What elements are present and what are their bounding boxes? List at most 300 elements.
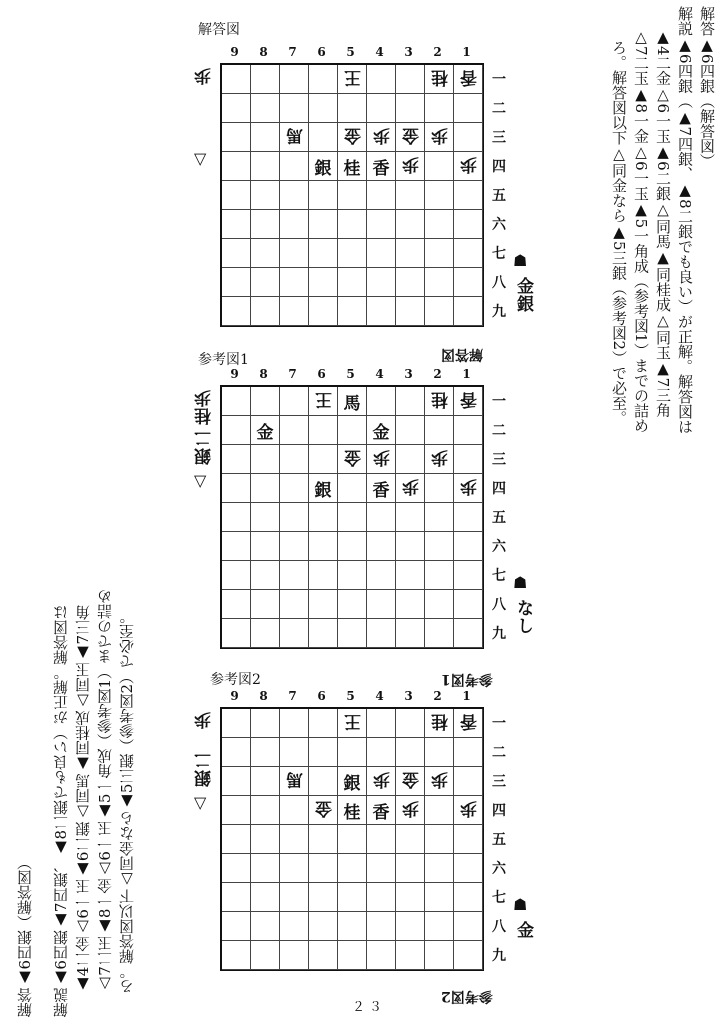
board-square bbox=[251, 767, 280, 796]
piece-label: 金 bbox=[314, 797, 332, 818]
board-square bbox=[396, 619, 425, 648]
board-square bbox=[367, 854, 396, 883]
board-square bbox=[396, 181, 425, 210]
board-square bbox=[222, 181, 251, 210]
board-square bbox=[425, 94, 454, 123]
file-label: 2 bbox=[433, 689, 442, 703]
board-square bbox=[454, 297, 483, 326]
gote-piece bbox=[425, 65, 454, 94]
file-label: 2 bbox=[433, 45, 442, 59]
board-square bbox=[309, 738, 338, 767]
gote-piece bbox=[367, 445, 396, 474]
board-square bbox=[425, 941, 454, 970]
piece-label: 歩 bbox=[459, 153, 477, 174]
board-square bbox=[454, 532, 483, 561]
board-square bbox=[367, 883, 396, 912]
board-square bbox=[367, 210, 396, 239]
gote-turn-icon: ▽ bbox=[194, 793, 207, 812]
board-square bbox=[396, 854, 425, 883]
rank-label: 一 bbox=[492, 72, 506, 88]
rank-label: 六 bbox=[492, 217, 506, 233]
board-square bbox=[338, 532, 367, 561]
gote-piece bbox=[396, 796, 425, 825]
board-square bbox=[454, 912, 483, 941]
board-square bbox=[396, 532, 425, 561]
board-square bbox=[396, 912, 425, 941]
board-square bbox=[396, 297, 425, 326]
board-square bbox=[338, 912, 367, 941]
piece-label: 歩 bbox=[372, 124, 390, 145]
piece-label: 香 bbox=[459, 66, 477, 87]
shogi-board bbox=[220, 385, 484, 649]
sente-piece bbox=[309, 474, 338, 503]
board-square bbox=[367, 65, 396, 94]
rank-label: 一 bbox=[492, 394, 506, 410]
board-square bbox=[222, 561, 251, 590]
board-square bbox=[396, 738, 425, 767]
board-square bbox=[367, 268, 396, 297]
board-square bbox=[251, 561, 280, 590]
gote-piece bbox=[425, 387, 454, 416]
board-square bbox=[280, 210, 309, 239]
rank-label: 六 bbox=[492, 539, 506, 555]
left-text-line-3: ▲4二金△6一玉▲6二銀△同馬▲同桂成△同玉▲7三角 bbox=[74, 604, 92, 994]
board-square bbox=[280, 152, 309, 181]
left-text-line-1: 解答▲6四銀（解答図） bbox=[16, 855, 34, 1018]
left-text-line-5: ろ。解答図以下△同金なら▲5三銀（参考図2）で必至。 bbox=[118, 608, 136, 994]
board-square bbox=[338, 854, 367, 883]
gote-piece bbox=[338, 123, 367, 152]
left-text-line-4: △7二玉▲8一金△6一玉▲5一角成（参考図1）までの詰め bbox=[96, 589, 114, 994]
file-label: 6 bbox=[317, 689, 326, 703]
piece-label: 歩 bbox=[430, 446, 448, 467]
board-square bbox=[251, 474, 280, 503]
board-square bbox=[280, 883, 309, 912]
board-square bbox=[425, 854, 454, 883]
board-square bbox=[222, 738, 251, 767]
board-square bbox=[222, 210, 251, 239]
board-square bbox=[425, 152, 454, 181]
board-square bbox=[280, 445, 309, 474]
board-square bbox=[280, 416, 309, 445]
rank-label: 七 bbox=[492, 568, 506, 584]
board-square bbox=[280, 268, 309, 297]
piece-label: 香 bbox=[372, 480, 390, 501]
board-square bbox=[367, 709, 396, 738]
rank-label: 七 bbox=[492, 246, 506, 262]
board-square bbox=[251, 152, 280, 181]
file-label: 6 bbox=[317, 45, 326, 59]
board-square bbox=[222, 445, 251, 474]
board-square bbox=[251, 854, 280, 883]
piece-label: 歩 bbox=[401, 797, 419, 818]
sente-piece bbox=[338, 152, 367, 181]
board-square bbox=[280, 738, 309, 767]
board-square bbox=[309, 619, 338, 648]
piece-label: 歩 bbox=[372, 768, 390, 789]
piece-label: 金 bbox=[343, 446, 361, 467]
board-square bbox=[454, 854, 483, 883]
piece-label: 歩 bbox=[401, 475, 419, 496]
file-label: 3 bbox=[404, 45, 413, 59]
diagram-caption: 参考図2 bbox=[441, 988, 493, 1004]
board-square bbox=[454, 767, 483, 796]
board-square bbox=[280, 825, 309, 854]
board-square bbox=[396, 94, 425, 123]
board-square bbox=[425, 590, 454, 619]
left-text-line-2: 解説▲6四銀▲7四銀、▲8二銀でも良い）が正解。解答図は bbox=[52, 605, 70, 1018]
board-square bbox=[396, 709, 425, 738]
sente-piece bbox=[251, 416, 280, 445]
board-square bbox=[425, 825, 454, 854]
gote-piece bbox=[338, 65, 367, 94]
board-square bbox=[309, 416, 338, 445]
gote-piece bbox=[396, 767, 425, 796]
board-square bbox=[396, 941, 425, 970]
rank-label: 四 bbox=[492, 159, 506, 175]
board-square bbox=[222, 854, 251, 883]
board-square bbox=[222, 65, 251, 94]
board-square bbox=[338, 181, 367, 210]
board-square bbox=[425, 503, 454, 532]
board-square bbox=[396, 387, 425, 416]
gote-piece bbox=[280, 767, 309, 796]
board-square bbox=[396, 416, 425, 445]
board-square bbox=[251, 503, 280, 532]
board-square bbox=[280, 796, 309, 825]
gote-piece bbox=[425, 709, 454, 738]
rank-label: 九 bbox=[492, 626, 506, 642]
board-square bbox=[222, 883, 251, 912]
board-square bbox=[251, 941, 280, 970]
board-square bbox=[222, 825, 251, 854]
gote-piece bbox=[309, 796, 338, 825]
board-square bbox=[280, 619, 309, 648]
board-square bbox=[309, 297, 338, 326]
board-square bbox=[309, 210, 338, 239]
board-square bbox=[280, 387, 309, 416]
file-label: 4 bbox=[375, 689, 384, 703]
piece-label: 桂 bbox=[430, 388, 448, 409]
board-square bbox=[251, 239, 280, 268]
board-square bbox=[222, 387, 251, 416]
board-square bbox=[425, 532, 454, 561]
board-square bbox=[280, 65, 309, 94]
board-square bbox=[222, 239, 251, 268]
board-square bbox=[338, 297, 367, 326]
board-square bbox=[396, 883, 425, 912]
gote-piece bbox=[338, 445, 367, 474]
board-square bbox=[425, 268, 454, 297]
board-square bbox=[338, 94, 367, 123]
board-square bbox=[251, 883, 280, 912]
board-square bbox=[309, 94, 338, 123]
piece-label: 歩 bbox=[459, 797, 477, 818]
board-square bbox=[338, 503, 367, 532]
board-square bbox=[222, 474, 251, 503]
board-square bbox=[338, 239, 367, 268]
gote-piece bbox=[454, 152, 483, 181]
board-square bbox=[454, 123, 483, 152]
board-square bbox=[367, 590, 396, 619]
sente-hand: なし bbox=[513, 599, 533, 635]
board-square bbox=[425, 239, 454, 268]
board-square bbox=[251, 268, 280, 297]
piece-label: 金 bbox=[343, 124, 361, 145]
board-square bbox=[222, 532, 251, 561]
board-square bbox=[454, 210, 483, 239]
piece-label: 王 bbox=[343, 710, 361, 731]
board-square bbox=[251, 65, 280, 94]
piece-label: 歩 bbox=[459, 475, 477, 496]
sente-hand: 金 bbox=[513, 921, 533, 939]
gote-piece bbox=[309, 387, 338, 416]
board-square bbox=[280, 474, 309, 503]
board-square bbox=[454, 416, 483, 445]
gote-piece bbox=[396, 474, 425, 503]
rank-label: 五 bbox=[492, 832, 506, 848]
gote-hand: 歩 bbox=[195, 67, 215, 85]
board-square bbox=[454, 590, 483, 619]
file-label: 7 bbox=[288, 367, 297, 381]
board-square bbox=[222, 619, 251, 648]
right-text-line-3: ▲4二金△6一玉▲6二銀△同馬▲同桂成△同玉▲7三角 bbox=[654, 28, 672, 418]
rank-label: 九 bbox=[492, 948, 506, 964]
piece-label: 王 bbox=[314, 388, 332, 409]
board-square bbox=[367, 619, 396, 648]
gote-piece bbox=[425, 767, 454, 796]
sente-piece bbox=[367, 416, 396, 445]
file-label: 3 bbox=[404, 689, 413, 703]
piece-label: 馬 bbox=[285, 124, 303, 145]
board-square bbox=[309, 561, 338, 590]
file-label: 3 bbox=[404, 367, 413, 381]
diagram-caption: 参考図1 bbox=[441, 671, 493, 687]
board-square bbox=[222, 709, 251, 738]
board-square bbox=[454, 941, 483, 970]
board-square bbox=[454, 94, 483, 123]
board-square bbox=[309, 123, 338, 152]
board-square bbox=[338, 738, 367, 767]
board-square bbox=[309, 767, 338, 796]
board-square bbox=[309, 65, 338, 94]
board-square bbox=[280, 503, 309, 532]
rank-label: 二 bbox=[492, 745, 506, 761]
piece-label: 馬 bbox=[343, 393, 361, 414]
rank-label: 六 bbox=[492, 861, 506, 877]
board-square bbox=[338, 619, 367, 648]
board-square bbox=[251, 181, 280, 210]
piece-label: 銀 bbox=[343, 773, 361, 794]
piece-label: 銀 bbox=[314, 158, 332, 179]
board-square bbox=[280, 181, 309, 210]
board-square bbox=[251, 738, 280, 767]
piece-label: 香 bbox=[459, 710, 477, 731]
gote-hand-extra: 銀二 bbox=[195, 429, 215, 465]
rank-label: 三 bbox=[492, 774, 506, 790]
board-square bbox=[280, 561, 309, 590]
gote-piece bbox=[454, 474, 483, 503]
board-square bbox=[222, 912, 251, 941]
board-square bbox=[309, 239, 338, 268]
board-square bbox=[309, 912, 338, 941]
gote-piece bbox=[367, 767, 396, 796]
sente-piece bbox=[338, 796, 367, 825]
board-square bbox=[367, 94, 396, 123]
right-text-line-2: 解説▲6四銀（▲7四銀、▲8二銀でも良い）が正解。解答図は bbox=[676, 6, 694, 434]
board-square bbox=[425, 416, 454, 445]
rank-label: 五 bbox=[492, 188, 506, 204]
board-square bbox=[425, 181, 454, 210]
board-square bbox=[454, 825, 483, 854]
right-text-line-1: 解答▲6四銀（解答図） bbox=[698, 6, 716, 169]
board-square bbox=[338, 825, 367, 854]
file-label: 5 bbox=[346, 689, 355, 703]
board-square bbox=[425, 883, 454, 912]
board-square bbox=[367, 503, 396, 532]
board-square bbox=[367, 239, 396, 268]
board-square bbox=[425, 210, 454, 239]
file-label: 9 bbox=[230, 45, 239, 59]
board-square bbox=[367, 387, 396, 416]
board-square bbox=[251, 387, 280, 416]
gote-piece bbox=[396, 123, 425, 152]
rank-label: 四 bbox=[492, 481, 506, 497]
board-square bbox=[222, 503, 251, 532]
board-square bbox=[338, 268, 367, 297]
board-square bbox=[251, 210, 280, 239]
board-square bbox=[222, 94, 251, 123]
right-text-line-4: △7二玉▲8一金△6一玉▲5一角成（参考図1）までの詰め bbox=[632, 28, 650, 433]
board-square bbox=[309, 709, 338, 738]
board-square bbox=[280, 854, 309, 883]
sente-piece bbox=[367, 152, 396, 181]
piece-label: 金 bbox=[401, 768, 419, 789]
board-square bbox=[280, 532, 309, 561]
board-square bbox=[222, 297, 251, 326]
rank-label: 三 bbox=[492, 130, 506, 146]
sente-piece bbox=[367, 796, 396, 825]
board-square bbox=[309, 825, 338, 854]
file-label: 2 bbox=[433, 367, 442, 381]
board-square bbox=[251, 123, 280, 152]
sente-piece bbox=[367, 474, 396, 503]
file-label: 5 bbox=[346, 367, 355, 381]
board-square bbox=[251, 590, 280, 619]
board-square bbox=[425, 474, 454, 503]
sente-piece bbox=[338, 387, 367, 416]
piece-label: 歩 bbox=[401, 153, 419, 174]
piece-label: 桂 bbox=[343, 802, 361, 823]
board-square bbox=[309, 883, 338, 912]
piece-label: 香 bbox=[459, 388, 477, 409]
file-label: 1 bbox=[462, 45, 471, 59]
gote-piece bbox=[425, 445, 454, 474]
board-square bbox=[367, 825, 396, 854]
piece-label: 桂 bbox=[343, 158, 361, 179]
board-square bbox=[454, 239, 483, 268]
board-square bbox=[367, 561, 396, 590]
gote-piece bbox=[454, 796, 483, 825]
piece-label: 金 bbox=[256, 422, 274, 443]
file-label: 7 bbox=[288, 689, 297, 703]
board-square bbox=[454, 503, 483, 532]
piece-label: 歩 bbox=[430, 124, 448, 145]
board-square bbox=[338, 941, 367, 970]
gote-piece bbox=[280, 123, 309, 152]
rank-label: 七 bbox=[492, 890, 506, 906]
board-square bbox=[280, 94, 309, 123]
board-square bbox=[425, 297, 454, 326]
board-square bbox=[309, 268, 338, 297]
board-square bbox=[251, 825, 280, 854]
gote-turn-icon: ▽ bbox=[194, 471, 207, 490]
file-label: 5 bbox=[346, 45, 355, 59]
gote-piece bbox=[454, 709, 483, 738]
sente-hand: 金銀 bbox=[513, 277, 533, 313]
board-square bbox=[338, 561, 367, 590]
gote-piece bbox=[454, 65, 483, 94]
board-square bbox=[454, 883, 483, 912]
board-square bbox=[454, 619, 483, 648]
piece-label: 金 bbox=[372, 422, 390, 443]
rank-label: 三 bbox=[492, 452, 506, 468]
piece-label: 桂 bbox=[430, 710, 448, 731]
piece-label: 王 bbox=[343, 66, 361, 87]
sente-piece bbox=[309, 152, 338, 181]
board-square bbox=[222, 152, 251, 181]
board-square bbox=[338, 210, 367, 239]
board-square bbox=[396, 268, 425, 297]
piece-label: 歩 bbox=[430, 768, 448, 789]
board-square bbox=[309, 590, 338, 619]
board-square bbox=[367, 181, 396, 210]
page-number: ２３ bbox=[352, 1000, 387, 1015]
board-square bbox=[280, 941, 309, 970]
sente-piece bbox=[338, 767, 367, 796]
file-label: 1 bbox=[462, 367, 471, 381]
board-square bbox=[367, 532, 396, 561]
board-square bbox=[425, 796, 454, 825]
diagram-title: 参考図2 bbox=[210, 672, 261, 688]
file-label: 7 bbox=[288, 45, 297, 59]
board-square bbox=[425, 619, 454, 648]
gote-hand: 桂歩 bbox=[195, 389, 215, 425]
board-square bbox=[338, 474, 367, 503]
shogi-board bbox=[220, 63, 484, 327]
piece-label: 歩 bbox=[372, 446, 390, 467]
rank-label: 一 bbox=[492, 716, 506, 732]
board-square bbox=[309, 503, 338, 532]
board-square bbox=[367, 738, 396, 767]
board-square bbox=[309, 445, 338, 474]
diagram-caption: 解答図 bbox=[441, 346, 483, 362]
board-square bbox=[222, 767, 251, 796]
board-square bbox=[222, 796, 251, 825]
board-square bbox=[222, 941, 251, 970]
board-square bbox=[396, 590, 425, 619]
board-square bbox=[251, 445, 280, 474]
board-square bbox=[222, 123, 251, 152]
board-square bbox=[396, 825, 425, 854]
file-label: 1 bbox=[462, 689, 471, 703]
board-square bbox=[454, 445, 483, 474]
board-square bbox=[251, 297, 280, 326]
piece-label: 馬 bbox=[285, 768, 303, 789]
rank-label: 九 bbox=[492, 304, 506, 320]
board-square bbox=[396, 503, 425, 532]
gote-turn-icon: ▽ bbox=[194, 149, 207, 168]
